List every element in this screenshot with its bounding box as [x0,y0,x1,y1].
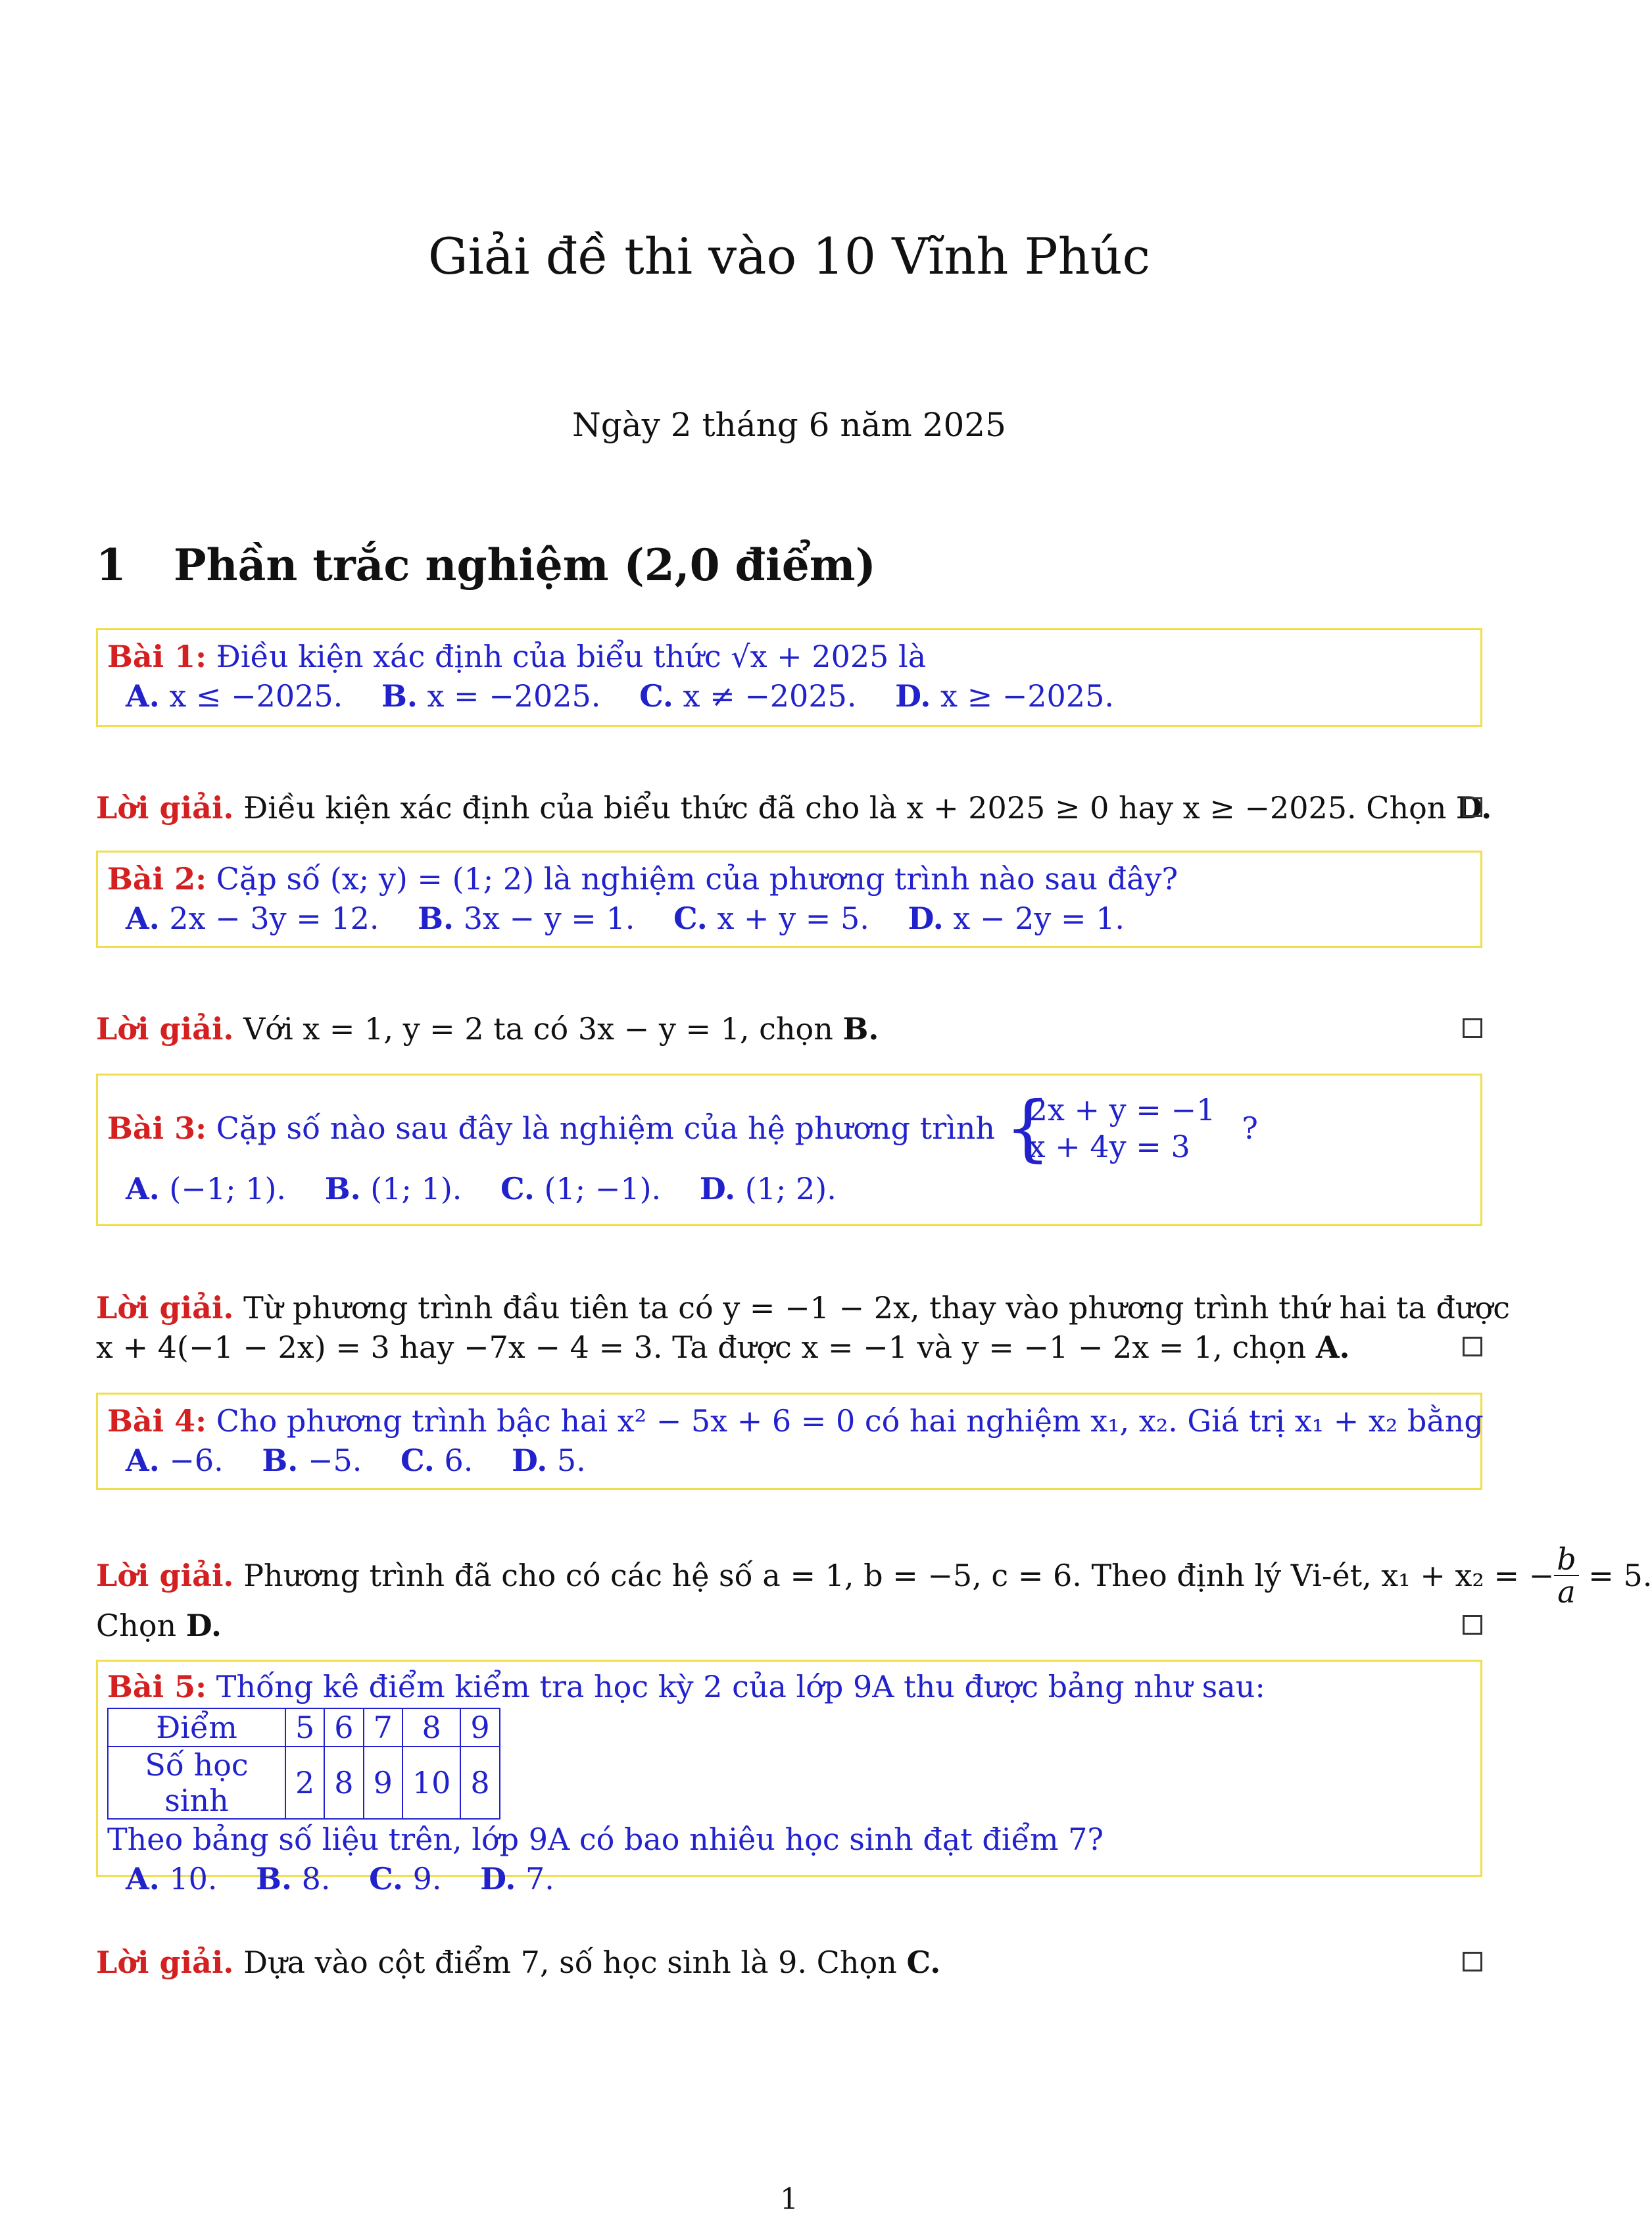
option-text: x − 2y = 1. [953,901,1125,936]
problem-5-question [107,1667,1480,1706]
solution-label: Lời giải. [96,1558,234,1593]
option-key: D. [699,1171,736,1206]
equation-system [1004,1085,1216,1170]
table-cell: 6 [324,1708,363,1747]
problem-5-options [107,1859,1480,1898]
table-row [108,1708,500,1747]
option-text: x = −2025. [427,678,601,714]
solution-text: Chọn [96,1608,177,1643]
option-key: C. [639,678,673,714]
option-text: (1; −1). [544,1171,662,1206]
solution-label: Lời giải. [96,790,234,826]
option-text: x ≥ −2025. [940,678,1114,714]
table-header-cell: Điểm [108,1708,285,1747]
document-title: Giải đề thi vào 10 Vĩnh Phúc [427,227,1151,285]
fraction [1554,1543,1578,1608]
table-cell: 8 [402,1708,461,1747]
option-text: (1; 2). [744,1171,837,1206]
problem-3-box [96,1074,1482,1226]
option-key: B. [324,1171,361,1206]
option-text: (1; 1). [370,1171,462,1206]
table-cell: 10 [402,1747,461,1819]
solution-text: Điều kiện xác định của biểu thức đã cho là x + 2025 ≥ 0 hay x ≥ −2025. Chọn [243,790,1447,826]
option-text: x ≤ −2025. [169,678,343,714]
problem-1-question [107,637,1480,676]
solution-1 [96,788,1492,828]
option-key: D. [511,1443,548,1478]
problem-4-box [96,1393,1482,1490]
qed-square-icon [1463,797,1482,817]
option-key: C. [369,1861,403,1897]
option-key: A. [126,1443,160,1478]
option-text: −6. [169,1443,224,1478]
option-text: −5. [307,1443,362,1478]
option-key: B. [418,901,454,936]
problem-2-question [107,859,1480,899]
problem-label: Bài 4: [107,1403,207,1439]
equation-2: x + 4y = 3 [1028,1129,1190,1164]
problem-3-options [107,1169,1480,1208]
problem-4-options [107,1441,1480,1480]
option-key: C. [500,1171,535,1206]
table-cell: 5 [285,1708,324,1747]
table-cell: 7 [364,1708,402,1747]
table-header-cell: Số học sinh [108,1747,285,1819]
solution-2 [96,1009,1482,1049]
qed-square-icon [1463,1952,1482,1972]
table-cell: 8 [324,1747,363,1819]
problem-3-question [107,1087,1480,1169]
solution-text: Từ phương trình đầu tiên ta có y = −1 − 2x, thay vào phương trình thứ hai ta được [243,1290,1510,1326]
option-text: (−1; 1). [169,1171,287,1206]
problem-label: Bài 1: [107,639,207,674]
problem-2-options [107,899,1480,938]
problem-label: Bài 2: [107,861,207,897]
qed-square-icon [1463,1615,1482,1635]
option-key: D. [908,901,944,936]
qed-square-icon [1463,1337,1482,1356]
option-key: C. [401,1443,435,1478]
table-cell: 9 [364,1747,402,1819]
question-text: Điều kiện xác định của biểu thức √x + 2025 là [216,639,927,674]
option-text: 10. [169,1861,218,1897]
question-text: Thống kê điểm kiểm tra học kỳ 2 của lớp 9A thu được bảng như sau: [216,1669,1265,1704]
option-text: 6. [444,1443,474,1478]
fraction-denominator: a [1557,1574,1576,1610]
solution-label: Lời giải. [96,1945,234,1980]
solution-3 [96,1288,1510,1367]
problem-5-question-2: Theo bảng số liệu trên, lớp 9A có bao nhiêu học sinh đạt điểm 7? [107,1822,1104,1857]
qed-square-icon [1463,1018,1482,1038]
solution-choice: D. [185,1608,222,1643]
option-key: A. [126,1171,160,1206]
option-key: B. [256,1861,293,1897]
brace-icon: { [1004,1085,1051,1170]
option-key: A. [126,1861,160,1897]
option-text: x + y = 5. [717,901,869,936]
option-key: B. [381,678,418,714]
problem-1-options [107,676,1480,716]
option-text: 3x − y = 1. [463,901,635,936]
score-table [107,1708,500,1820]
solution-5 [96,1943,1482,1982]
problem-label: Bài 5: [107,1669,207,1704]
solution-label: Lời giải. [96,1011,234,1047]
question-mark: ? [1242,1110,1258,1146]
option-text: 2x − 3y = 12. [169,901,379,936]
solution-text-end: = 5. [1588,1558,1652,1593]
option-text: 5. [556,1443,586,1478]
problem-4-question [107,1401,1484,1441]
option-key: B. [262,1443,299,1478]
question-text: Cho phương trình bậc hai x² − 5x + 6 = 0 có hai nghiệm x₁, x₂. Giá trị x₁ + x₂ bằng [216,1403,1484,1439]
option-text: 9. [412,1861,442,1897]
table-row [108,1747,500,1819]
table-cell: 8 [460,1747,499,1819]
table-cell: 2 [285,1747,324,1819]
question-text: Cặp số (x; y) = (1; 2) là nghiệm của phương trình nào sau đây? [216,861,1178,897]
option-key: A. [126,678,160,714]
problem-2-box [96,851,1482,948]
problem-1-box [96,628,1482,727]
section-number: 1 [96,539,126,591]
option-text: x ≠ −2025. [683,678,857,714]
option-key: A. [126,901,160,936]
page-number: 1 [780,2183,798,2216]
solution-label: Lời giải. [96,1290,234,1326]
table-cell: 9 [460,1708,499,1747]
option-key: D. [895,678,931,714]
solution-4 [96,1536,1652,1645]
solution-choice: A. [1315,1329,1350,1365]
solution-choice: B. [842,1011,879,1047]
section-heading [96,539,876,591]
solution-text: x + 4(−1 − 2x) = 3 hay −7x − 4 = 3. Ta được x = −1 và y = −1 − 2x = 1, chọn [96,1329,1307,1365]
solution-choice: C. [906,1945,941,1980]
option-text: 8. [301,1861,331,1897]
option-text: 7. [525,1861,554,1897]
option-key: C. [673,901,708,936]
solution-text: Dựa vào cột điểm 7, số học sinh là 9. Chọn [243,1945,897,1980]
solution-text: Phương trình đã cho có các hệ số a = 1, b = −5, c = 6. Theo định lý Vi-ét, x₁ + x₂ = − [243,1558,1555,1593]
option-key: D. [480,1861,516,1897]
problem-5-box [96,1660,1482,1897]
section-title: Phần trắc nghiệm (2,0 điểm) [174,539,876,591]
solution-choice: D. [1456,790,1492,826]
fraction-numerator: b [1554,1543,1578,1576]
question-text: Cặp số nào sau đây là nghiệm của hệ phương trình [216,1110,996,1146]
document-date: Ngày 2 tháng 6 năm 2025 [572,406,1006,444]
solution-text: Với x = 1, y = 2 ta có 3x − y = 1, chọn [243,1011,833,1047]
equation-1: 2x + y = −1 [1028,1092,1216,1128]
problem-label: Bài 3: [107,1110,207,1146]
